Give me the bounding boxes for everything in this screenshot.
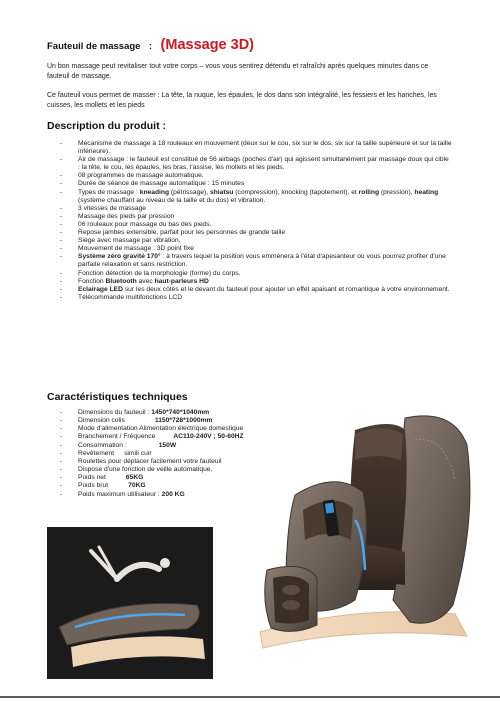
- spec-item: - Branchement / Fréquence AC110-240V ; 50-60HZ: [60, 433, 300, 441]
- title-colon: :: [148, 41, 153, 52]
- list-item: - Durée de séance de massage automatique : 15 minutes: [60, 180, 452, 188]
- spec-item: - Poids brut 70KG: [60, 482, 300, 490]
- list-item: - Siège avec massage par vibration.: [60, 237, 452, 245]
- list-item: - Système zéro gravité 170° : à travers lequel la position vous emmènera à l'état d'apesanteur où vous pourrez profiter d'une parfaite relaxation et sans restriction.: [60, 253, 452, 269]
- title-text: Fauteuil de massage: [47, 41, 141, 52]
- spec-item: - Dimensions du fauteuil : 1450*740*1040mm: [60, 409, 300, 417]
- description-list: [60, 140, 452, 302]
- intro-paragraph-1: Un bon massage peut revitaliser tout votre corps – vous vous sentirez détendu et rafraîchi après quelques minutes dans ce fauteuil de massage.: [47, 63, 429, 80]
- list-item: - Eclairage LED sur les deux côtés et le devant du fauteuil pour ajouter un effet apaisant et romantique à votre environnement.: [60, 286, 452, 294]
- spec-item: - Consommation : 150W: [60, 442, 300, 450]
- list-item: - Fonction détection de la morphologie (forme) du corps.: [60, 270, 452, 278]
- list-item: - Mouvement de massage : 3D point fixe: [60, 245, 452, 253]
- title-subtitle: (Massage 3D): [160, 37, 255, 53]
- list-item: - Télécommande multifonctions LCD: [60, 294, 452, 302]
- list-item: - Repose jambes extensible, parfait pour les personnes de grande taille: [60, 229, 452, 237]
- intro-paragraph-2: Ce fauteuil vous permet de masser : La tête, la nuque, les épaules, le dos dans son intégralité, les fessiers et les hanches, les cuisses, les mollets et les pieds: [47, 92, 437, 109]
- specs-heading: Caractéristiques techniques: [47, 391, 188, 403]
- list-item: - 3 vitesses de massage: [60, 205, 452, 213]
- spec-item: - Revêtement simili cuir: [60, 450, 300, 458]
- list-item: - Types de massage : kneading (pétrissage), shiatsu (compression), knocking (tapotement), et rolling (pression), heating (système chauffant au niveau de la taille et du dos) et vibration.: [60, 189, 452, 205]
- list-item: - Fonction Bluetooth avec haut-parleurs HD: [60, 278, 452, 286]
- list-item: - 08 programmes de massage automatique.: [60, 172, 452, 180]
- list-item: - Massage des pieds par pression: [60, 213, 452, 221]
- bottom-divider: [0, 696, 500, 698]
- description-heading: Description du produit :: [47, 120, 166, 132]
- list-item: - Mécanisme de massage à 18 rouleaux en mouvement (deux sur le cou, six sur le dos, six sur la taille supérieure et sur la taille inférieure).: [60, 140, 452, 156]
- spec-item: - Mode d'alimentation Alimentation électrique domestique: [60, 425, 300, 433]
- spec-item: - Poids net 65KG: [60, 474, 300, 482]
- list-item: - 06 rouleaux pour massage du bas des pieds.: [60, 221, 452, 229]
- zero-gravity-inset-image: [47, 527, 213, 679]
- spec-item: - Dimension colis 1150*728*1000mm: [60, 417, 300, 425]
- list-item: - Air de massage : le fauteuil est constitué de 56 airbags (poches d'air) qui agissent simultanément par massage doux qui cible : la tête, le cou, les épaules, les bras, l'assise, les mollets et les pieds.: [60, 156, 452, 172]
- massage-chair-image: [205, 400, 480, 650]
- spec-item: - Poids maximum utilisateur : 200 KG: [60, 491, 300, 499]
- page-title: [47, 36, 254, 54]
- spec-item: - Roulettes pour déplacer facilement votre fauteuil: [60, 458, 300, 466]
- spec-item: - Dispose d'une fonction de veille automatique.: [60, 466, 300, 474]
